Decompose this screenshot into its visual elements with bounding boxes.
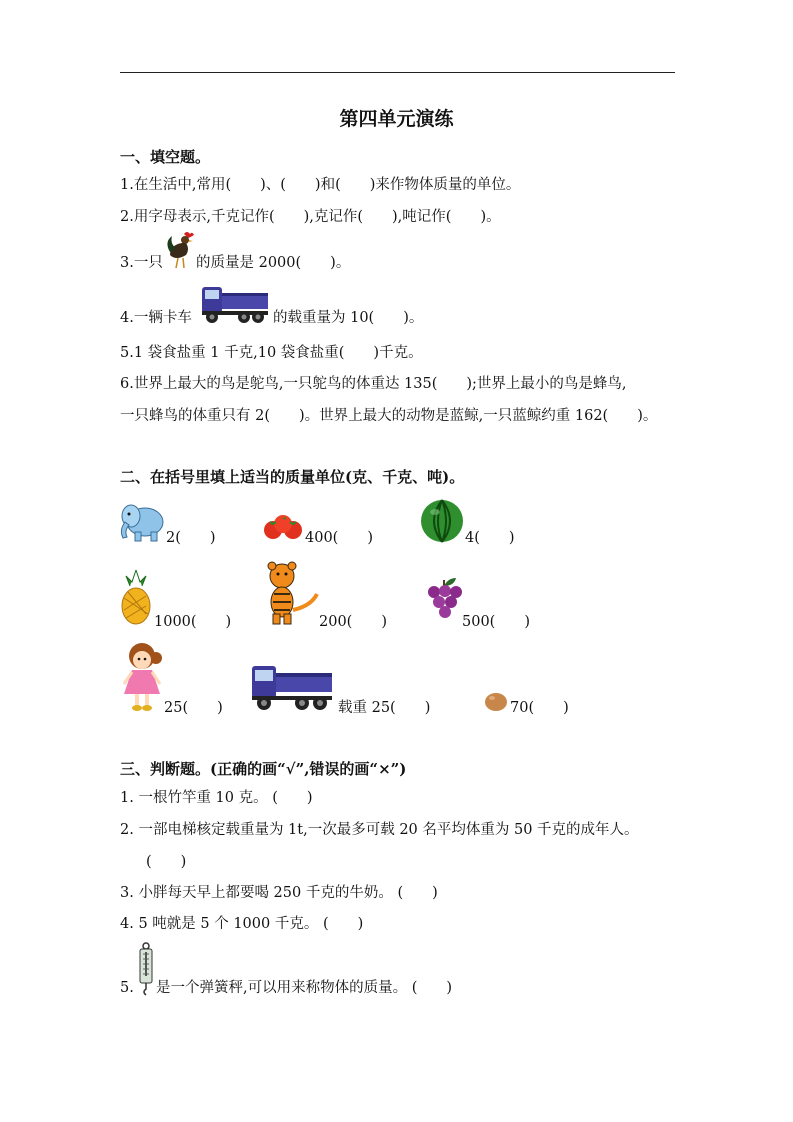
tomatoes-icon [262, 512, 306, 542]
watermelon-icon [419, 498, 465, 544]
spring-scale-icon [136, 942, 156, 996]
item-tiger-text: 200( ) [319, 614, 387, 630]
elephant-icon [117, 500, 167, 544]
question-1-4-prefix: 4.一辆卡车 [120, 310, 192, 326]
question-3-1: 1. 一根竹竿重 10 克。 ( ) [120, 790, 313, 806]
question-3-5-prefix: 5. [120, 980, 134, 996]
question-3-5-suffix: 是一个弹簧秤,可以用来称物体的质量。 ( ) [156, 980, 453, 996]
section-3-heading: 三、判断题。(正确的画“√”,错误的画“×”) [120, 760, 407, 778]
question-1-2: 2.用字母表示,千克记作( ),克记作( ),吨记作( )。 [120, 209, 501, 225]
item-egg-text: 70( ) [510, 700, 569, 716]
item-truck-text: 载重 25( ) [338, 700, 431, 716]
grapes-icon [426, 576, 462, 620]
question-3-3: 3. 小胖每天早上都要喝 250 千克的牛奶。 ( ) [120, 885, 438, 901]
question-3-2-line-1: 2. 一部电梯核定载重量为 1t,一次最多可载 20 名平均体重为 50 千克的成年人。 [120, 822, 639, 838]
question-1-3-prefix: 3.一只 [120, 255, 163, 271]
tiger-icon [258, 562, 320, 626]
question-1-6-line-1: 6.世界上最大的鸟是鸵鸟,一只鸵鸟的体重达 135( );世界上最小的鸟是蜂鸟, [120, 376, 627, 392]
item-grapes-text: 500( ) [462, 614, 530, 630]
top-rule [120, 72, 675, 73]
girl-icon [118, 640, 166, 714]
egg-icon [484, 692, 508, 712]
question-3-4: 4. 5 吨就是 5 个 1000 千克。 ( ) [120, 916, 364, 932]
item-pineapple-text: 1000( ) [154, 614, 232, 630]
rooster-icon [164, 230, 196, 270]
pineapple-icon [118, 568, 154, 626]
item-girl-text: 25( ) [164, 700, 223, 716]
question-1-3-suffix: 的质量是 2000( )。 [196, 255, 351, 271]
section-1-heading: 一、填空题。 [120, 148, 211, 166]
item-watermelon-text: 4( ) [465, 530, 515, 546]
page-title: 第四单元演练 [339, 108, 454, 130]
item-elephant-text: 2( ) [166, 530, 216, 546]
question-1-1: 1.在生活中,常用( )、( )和( )来作物体质量的单位。 [120, 177, 521, 193]
section-2-heading: 二、在括号里填上适当的质量单位(克、千克、吨)。 [120, 468, 465, 486]
question-3-2-line-2: ( ) [146, 854, 187, 870]
question-1-6-line-2: 一只蜂鸟的体重只有 2( )。世界上最大的动物是蓝鲸,一只蓝鲸约重 162( )。 [120, 408, 658, 424]
question-1-4-suffix: 的载重量为 10( )。 [273, 310, 424, 326]
item-tomatoes-text: 400( ) [305, 530, 373, 546]
question-1-5: 5.1 袋食盐重 1 千克,10 袋食盐重( )千克。 [120, 345, 423, 361]
truck-icon [250, 660, 336, 712]
truck-icon [200, 281, 272, 325]
